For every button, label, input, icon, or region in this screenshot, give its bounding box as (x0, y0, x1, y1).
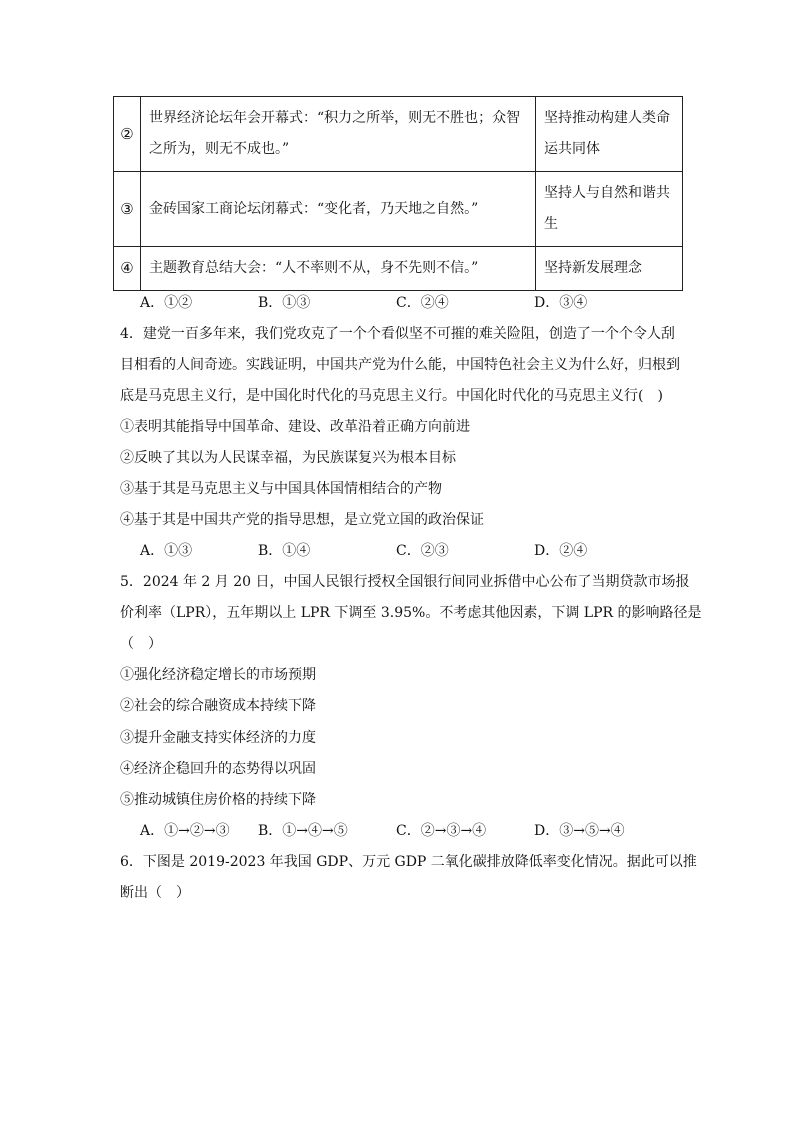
quote-cell: 世界经济论坛年会开幕式：“积力之所举，则无不胜也；众智之所为，则无不成也。” (141, 97, 536, 172)
q5-statement: ①强化经济稳定增长的市场预期 (120, 667, 316, 683)
options-table (113, 96, 683, 291)
meaning-cell: 坚持新发展理念 (536, 247, 683, 291)
choice-a[interactable]: A．①② (140, 295, 193, 311)
choice-d[interactable]: D．③④ (534, 295, 588, 311)
q5-statement: ④经济企稳回升的态势得以巩固 (120, 761, 316, 777)
q4-statement: ②反映了其以为人民谋幸福，为民族谋复兴为根本目标 (120, 450, 456, 466)
choice-d[interactable]: D．③→⑤→④ (534, 823, 625, 839)
q5-stem-line: 价利率（LPR），五年期以上 LPR 下调至 3.95%。不考虑其他因素，下调 LPR 的影响路径是 (120, 605, 702, 621)
q6-stem-line: 断出（ ） (120, 885, 190, 901)
choice-b[interactable]: B．①→④→⑤ (258, 823, 348, 839)
q5-statement: ②社会的综合融资成本持续下降 (120, 698, 316, 714)
q5-choices (140, 821, 625, 841)
q5-stem-line: 5．2024 年 2 月 20 日，中国人民银行授权全国银行间同业拆借中心公布了当期贷款市场报 (120, 574, 690, 590)
table-row (114, 97, 683, 172)
meaning-cell: 坚持人与自然和谐共生 (536, 172, 683, 247)
q4-stem-line: 底是马克思主义行，是中国化时代化的马克思主义行。中国化时代化的马克思主义行( ) (120, 388, 663, 404)
q4-statement: ③基于其是马克思主义与中国具体国情相结合的产物 (120, 481, 442, 497)
q5-statement: ③提升金融支持实体经济的力度 (120, 730, 316, 746)
q5-stem-line: （ ） (120, 636, 162, 652)
choice-b[interactable]: B．①③ (258, 295, 311, 311)
q3-choices (140, 293, 587, 313)
row-number: ② (114, 97, 141, 172)
q4-stem-line: 4．建党一百多年来，我们党攻克了一个个看似坚不可摧的难关险阻，创造了一个个令人刮 (120, 326, 675, 342)
q4-choices (140, 541, 587, 561)
q5-statement: ⑤推动城镇住房价格的持续下降 (120, 792, 316, 808)
row-number: ④ (114, 247, 141, 291)
quote-cell: 金砖国家工商论坛闭幕式：“变化者，乃天地之自然。” (141, 172, 536, 247)
choice-d[interactable]: D．②④ (534, 543, 588, 559)
meaning-cell: 坚持推动构建人类命运共同体 (536, 97, 683, 172)
table-row (114, 172, 683, 247)
row-number: ③ (114, 172, 141, 247)
choice-c[interactable]: C．②④ (396, 295, 449, 311)
choice-a[interactable]: A．①③ (140, 543, 193, 559)
q4-statement: ①表明其能指导中国革命、建设、改革沿着正确方向前进 (120, 419, 470, 435)
choice-c[interactable]: C．②③ (396, 543, 449, 559)
choice-b[interactable]: B．①④ (258, 543, 311, 559)
table-row (114, 247, 683, 291)
q4-statement: ④基于其是中国共产党的指导思想，是立党立国的政治保证 (120, 512, 484, 528)
choice-a[interactable]: A．①→②→③ (140, 823, 230, 839)
quote-cell: 主题教育总结大会：“人不率则不从，身不先则不信。” (141, 247, 536, 291)
choice-c[interactable]: C．②→③→④ (396, 823, 487, 839)
q6-stem-line: 6．下图是 2019-2023 年我国 GDP、万元 GDP 二氧化碳排放降低率变化情况。据此可以推 (120, 854, 697, 870)
q4-stem-line: 目相看的人间奇迹。实践证明，中国共产党为什么能，中国特色社会主义为什么好，归根到 (120, 357, 680, 373)
